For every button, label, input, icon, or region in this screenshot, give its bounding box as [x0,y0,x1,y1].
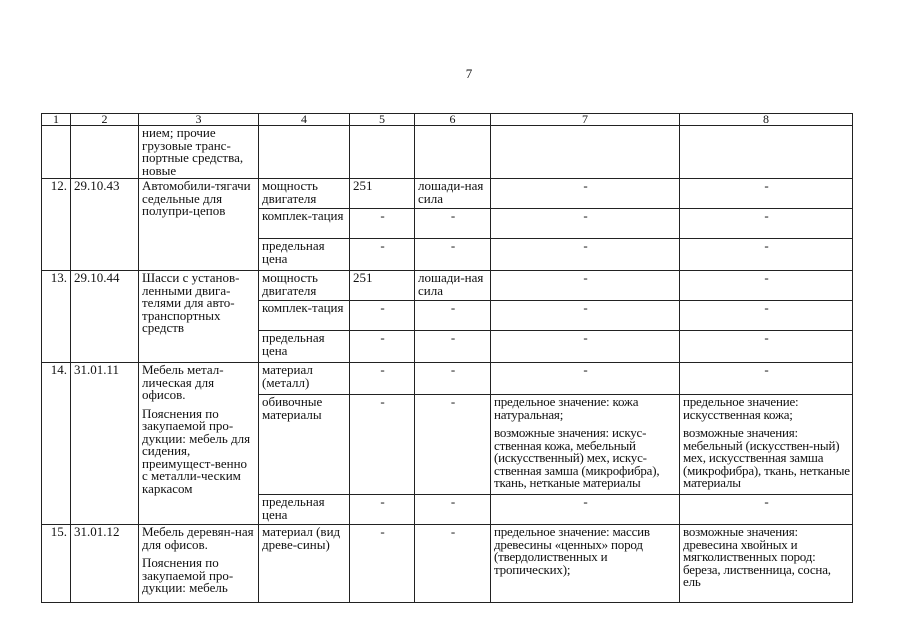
table-row [42,363,853,395]
table-row [42,271,853,301]
header-cell: 6 [415,114,491,126]
cell-value: 251 [350,179,415,209]
cell-value: - [680,271,853,301]
cell-value: - [350,209,415,239]
cell-name [139,525,259,603]
cell-value: предельное значение: массив древесины «ценных» пород (твердолиственных и тропических); [491,525,680,603]
cell-value: возможные значения: древесина хвойных и мягколиственных пород: береза, лиственница, сосна, ель [680,525,853,603]
possible-values: возможные значения: искус-ственная кожа, мебельный (искусственный) мех, искус-ственная замша (микрофибра), ткань, нетканые материалы [494,425,660,490]
table-row [42,126,853,179]
cell-empty [680,126,853,179]
cell-name: Шасси с установ-ленными двига-телями для авто-транспортных средств [139,271,259,363]
cell-okpd-code: 29.10.43 [71,179,139,271]
cell-okpd-code: 31.01.12 [71,525,139,603]
cell-characteristic: комплек-тация [259,209,350,239]
cell-value: - [350,239,415,271]
cell-value: - [350,525,415,603]
cell-value: - [491,271,680,301]
cell-value [680,395,853,495]
cell-row-number: 14. [42,363,71,525]
header-cell: 3 [139,114,259,126]
cell-empty [491,126,680,179]
cell-characteristic: предельная цена [259,239,350,271]
cell-value: - [491,363,680,395]
limit-value: предельное значение: искусственная кожа; [683,394,799,422]
header-cell: 7 [491,114,680,126]
cell-value: - [415,525,491,603]
table-row [42,179,853,209]
cell-value: 251 [350,271,415,301]
cell-characteristic: материал (вид древе-сины) [259,525,350,603]
header-row [42,114,853,126]
cell-empty [350,126,415,179]
cell-characteristic: материал (металл) [259,363,350,395]
cell-characteristic: предельная цена [259,331,350,363]
cell-value: - [491,301,680,331]
cell-value: - [491,331,680,363]
cell-value: - [350,495,415,525]
requirements-table [41,113,853,603]
cell-okpd-code: 29.10.44 [71,271,139,363]
cell-value: - [415,239,491,271]
cell-unit: лошади-ная сила [415,179,491,209]
cell-empty [259,126,350,179]
cell-row-number: 13. [42,271,71,363]
cell-value: - [680,331,853,363]
cell-value: - [415,395,491,495]
cell-value: - [680,239,853,271]
header-cell: 1 [42,114,71,126]
header-cell: 8 [680,114,853,126]
cell-value: - [491,239,680,271]
product-note: Пояснения по закупаемой про-дукции: мебель [142,555,234,595]
cell-value: - [491,179,680,209]
product-name: Мебель метал-лическая для офисов. [142,362,224,402]
cell-value: - [415,363,491,395]
possible-values: возможные значения: мебельный (искусствен-ный) мех, искусственная замша (микрофибра), ткань, нетканые материалы [683,425,850,490]
cell-value: - [680,363,853,395]
product-name: Мебель деревян-ная для офисов. [142,524,254,552]
cell-name: нием; прочие грузовые транс-портные средства, новые [139,126,259,179]
cell-value: - [350,395,415,495]
header-cell: 4 [259,114,350,126]
product-note: Пояснения по закупаемой про-дукции: мебель для сидения, преимущест-венно с металли-ческим каркасом [142,405,251,496]
cell-value: - [415,209,491,239]
table-row [42,525,853,603]
cell-characteristic: предельная цена [259,495,350,525]
cell-characteristic: обивочные материалы [259,395,350,495]
cell-value: - [680,301,853,331]
cell-unit: лошади-ная сила [415,271,491,301]
cell-name: Автомобили-тягачи седельные для полупри-цепов [139,179,259,271]
cell-empty [71,126,139,179]
cell-empty [415,126,491,179]
header-cell: 5 [350,114,415,126]
cell-value: - [415,301,491,331]
cell-value: - [415,495,491,525]
cell-value: - [415,331,491,363]
cell-value: - [680,209,853,239]
cell-row-number: 15. [42,525,71,603]
cell-empty [42,126,71,179]
limit-value: предельное значение: кожа натуральная; [494,394,639,422]
cell-characteristic: комплек-тация [259,301,350,331]
cell-value: - [350,331,415,363]
cell-value: - [680,179,853,209]
cell-value: - [350,301,415,331]
header-cell: 2 [71,114,139,126]
cell-value: - [491,209,680,239]
page-number: 7 [465,66,473,81]
cell-characteristic: мощность двигателя [259,271,350,301]
cell-okpd-code: 31.01.11 [71,363,139,525]
cell-row-number: 12. [42,179,71,271]
cell-characteristic: мощность двигателя [259,179,350,209]
cell-value: - [680,495,853,525]
cell-value: - [491,495,680,525]
cell-name [139,363,259,525]
cell-value [491,395,680,495]
cell-value: - [350,363,415,395]
